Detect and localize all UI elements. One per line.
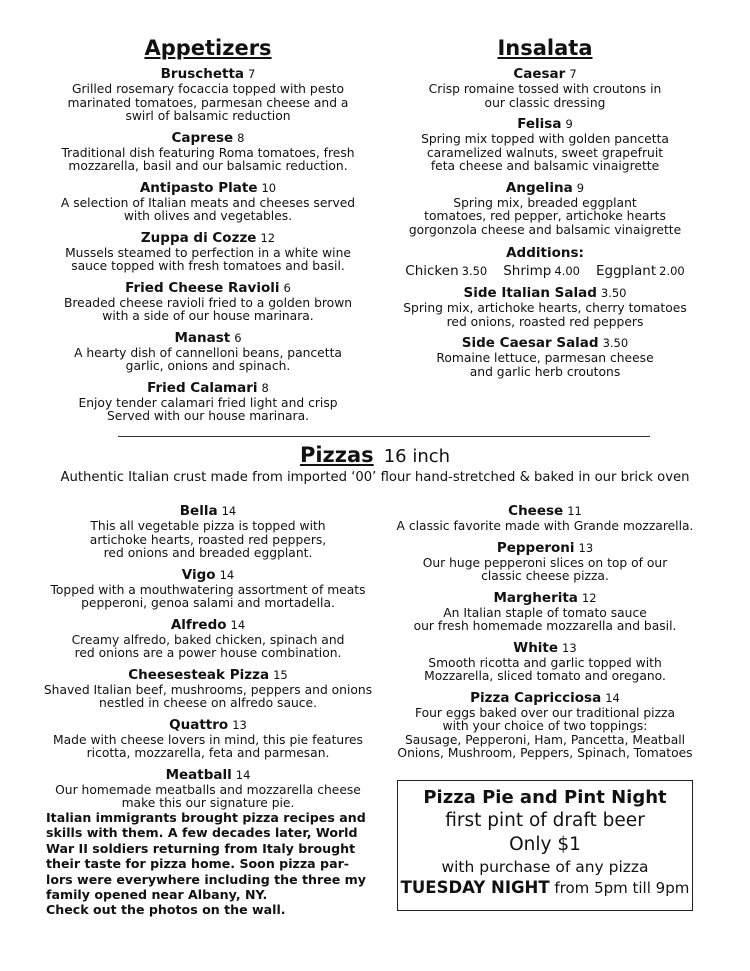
menu-item-title [38, 130, 378, 147]
menu-item-title [38, 66, 378, 83]
menu-item-title [38, 230, 378, 247]
promo-line: first pint of draft beer [445, 810, 645, 831]
menu-item [38, 330, 378, 374]
menu-item-name: Margherita [493, 589, 578, 606]
menu-item [38, 230, 378, 274]
appetizers-heading: Appetizers [144, 36, 272, 60]
menu-item [38, 66, 378, 124]
promo-when [398, 877, 692, 899]
menu-item-name: Caprese [171, 129, 234, 146]
menu-item [378, 285, 712, 329]
menu-item-price: 13 [232, 717, 247, 732]
menu-item-title [38, 380, 378, 397]
menu-item [378, 180, 712, 238]
addition-price: 4.00 [554, 264, 580, 278]
addition-eggplant [596, 263, 685, 279]
menu-item-price: 3.50 [600, 286, 627, 300]
pizzas-size: 16 inch [383, 446, 451, 467]
menu-item-title [378, 180, 712, 197]
menu-item-name: Quattro [169, 716, 229, 733]
menu-item-description: Shaved Italian beef, mushrooms, peppers and onions nestled in cheese on alfredo sauce. [43, 682, 373, 710]
menu-item-price: 13 [578, 540, 594, 555]
menu-item-price: 9 [576, 180, 585, 195]
menu-item [378, 66, 712, 110]
menu-item-description: Breaded cheese ravioli fried to a golden brown with a side of our house marinara. [63, 295, 353, 323]
menu-item-description: Romaine lettuce, parmesan cheese and garlic herb croutons [436, 351, 654, 379]
appetizers-list [38, 66, 378, 424]
menu-item-name: White [513, 639, 559, 656]
menu-item-price: 8 [261, 380, 269, 395]
menu-item-title [38, 717, 378, 734]
menu-item-name: Manast [174, 329, 231, 346]
menu-item-description: Spring mix, artichoke hearts, cherry tomatoes red onions, roasted red peppers [403, 301, 687, 329]
sides-list [378, 285, 712, 379]
menu-item-name: Zuppa di Cozze [140, 229, 257, 246]
menu-item-price: 10 [261, 180, 277, 195]
menu-item [38, 503, 378, 561]
menu-item-name: Side Caesar Salad [461, 335, 599, 351]
promo-price: Only $1 [509, 834, 581, 855]
menu-item-title [378, 66, 712, 83]
pizzas-subtitle: Authentic Italian crust made from imported ‘00’ flour hand-stretched & baked in our brick oven [60, 470, 690, 485]
insalata-section [378, 36, 712, 379]
appetizers-section [38, 36, 378, 424]
menu-item [38, 617, 378, 661]
menu-item-name: Felisa [517, 116, 562, 132]
menu-item [38, 717, 378, 761]
menu-item-title [390, 590, 700, 607]
menu-item-description: An Italian staple of tomato sauce our fresh homemade mozzarella and basil. [413, 605, 677, 633]
menu-item [38, 767, 378, 811]
menu-item-title [390, 503, 700, 520]
menu-item-description: Grilled rosemary focaccia topped with pesto marinated tomatoes, parmesan cheese and a swirl of balsamic reduction [67, 82, 349, 123]
menu-item-description: Enjoy tender calamari fried light and crisp Served with our house marinara. [78, 395, 338, 423]
insalata-list [378, 66, 712, 237]
addition-name: Eggplant [596, 263, 657, 279]
menu-item-name: Pepperoni [496, 539, 575, 556]
menu-item-description: Our homemade meatballs and mozzarella cheese make this our signature pie. [55, 782, 361, 810]
menu-item-description: Spring mix, breaded eggplant tomatoes, red pepper, artichoke hearts gorgonzola cheese and balsamic vinaigrette [408, 195, 682, 237]
menu-item [38, 667, 378, 711]
menu-item-price: 13 [562, 640, 577, 655]
menu-item-price: 12 [260, 230, 276, 245]
promo-condition: with purchase of any pizza [441, 858, 649, 876]
menu-item [38, 180, 378, 224]
menu-item-title [390, 690, 700, 707]
menu-item-title [38, 280, 378, 297]
menu-item [390, 640, 700, 684]
menu-item-name: Side Italian Salad [463, 285, 597, 301]
menu-item [38, 567, 378, 611]
menu-item-description: Topped with a mouthwatering assortment of meats pepperoni, genoa salami and mortadella. [50, 582, 366, 610]
menu-item-description: Made with cheese lovers in mind, this pie features ricotta, mozzarella, feta and parmesan. [53, 732, 363, 760]
menu-item-name: Angelina [505, 179, 573, 196]
menu-item [390, 590, 700, 634]
menu-item [390, 690, 700, 761]
menu-item-price: 14 [230, 617, 246, 632]
menu-item-name: Cheesesteak Pizza [128, 666, 270, 683]
insalata-heading: Insalata [497, 36, 593, 60]
addition-name: Chicken [405, 263, 459, 279]
menu-item-description: Mussels steamed to perfection in a white wine sauce topped with fresh tomatoes and basil. [65, 245, 351, 273]
menu-item-price: 6 [234, 330, 242, 345]
menu-item-description: A classic favorite made with Grande mozzarella. [396, 519, 694, 533]
menu-item-title [38, 180, 378, 197]
addition-price: 3.50 [461, 264, 488, 278]
menu-item-name: Alfredo [170, 616, 227, 633]
pizzas-heading: Pizzas [299, 443, 374, 467]
menu-item-description: Four eggs baked over our traditional pizza with your choice of two toppings: Sausage, Pepperoni, Ham, Pancetta, Meatball Onions, Mushroom, Peppers, Spinach, Tomatoes [397, 705, 693, 760]
additions-title: Additions: [506, 245, 584, 261]
menu-item-price: 6 [283, 280, 291, 295]
menu-item-name: Antipasto Plate [139, 179, 258, 196]
menu-item [378, 335, 712, 379]
menu-item-description: Spring mix topped with golden pancetta caramelized walnuts, sweet grapefruit feta cheese and balsamic vinaigrette [421, 132, 669, 173]
menu-item-name: Bruschetta [160, 66, 245, 82]
promo-box [397, 780, 693, 911]
menu-item-description: A hearty dish of cannelloni beans, pancetta garlic, onions and spinach. [74, 345, 342, 373]
menu-item-price: 11 [567, 504, 582, 518]
menu-item-name: Vigo [181, 566, 216, 583]
menu-item-price: 14 [235, 767, 251, 782]
menu-item-price: 14 [605, 690, 620, 705]
addition-chicken [405, 263, 487, 279]
pizzas-header [0, 443, 750, 467]
menu-item-price: 9 [565, 117, 573, 131]
menu-item-description: Our huge pepperoni slices on top of our classic cheese pizza. [422, 555, 668, 583]
menu-item-price: 3.50 [602, 336, 629, 350]
menu-item [38, 380, 378, 424]
menu-item [378, 116, 712, 174]
menu-item-title [38, 667, 378, 684]
menu-item-title [38, 330, 378, 347]
menu-item-price: 7 [569, 67, 577, 81]
menu-item-name: Fried Cheese Ravioli [125, 279, 280, 296]
menu-item-name: Bella [179, 503, 218, 519]
menu-item-name: Meatball [165, 766, 232, 783]
menu-item-description: Smooth ricotta and garlic topped with Mozzarella, sliced tomato and oregano. [424, 655, 666, 683]
addition-name: Shrimp [503, 263, 552, 279]
menu-item [38, 130, 378, 174]
menu-item-name: Fried Calamari [147, 379, 258, 396]
menu-item-name: Pizza Capricciosa [470, 689, 602, 706]
pizzas-right-column [390, 497, 700, 761]
menu-item-description: A selection of Italian meats and cheeses served with olives and vegetables. [60, 195, 356, 223]
menu-item [38, 280, 378, 324]
menu-item-title [390, 540, 700, 557]
menu-item-name: Cheese [508, 503, 564, 519]
menu-item-title [390, 640, 700, 657]
menu-item-price: 8 [237, 130, 245, 145]
addition-price: 2.00 [659, 264, 685, 278]
menu-item-title [378, 116, 712, 133]
pizzas-left-column [38, 497, 378, 811]
promo-title: Pizza Pie and Pint Night [423, 787, 667, 808]
additions-row [378, 263, 712, 279]
menu-item-price: 15 [273, 667, 288, 682]
menu-item [390, 540, 700, 584]
promo-day: TUESDAY NIGHT [400, 878, 550, 897]
section-divider [118, 436, 650, 437]
menu-item-price: 7 [248, 67, 256, 81]
addition-shrimp [503, 263, 580, 279]
menu-item-price: 14 [219, 567, 235, 582]
menu-item-title [38, 617, 378, 634]
menu-item-title [38, 767, 378, 784]
menu-item-description: Creamy alfredo, baked chicken, spinach and red onions are a power house combination. [71, 632, 345, 660]
menu-item-title [378, 285, 712, 302]
menu-item-name: Caesar [513, 66, 566, 82]
menu-item-price: 14 [221, 504, 237, 518]
menu-item-price: 12 [581, 590, 597, 605]
menu-item-title [38, 503, 378, 520]
menu-item-description: This all vegetable pizza is topped with artichoke hearts, roasted red peppers, red onions and breaded eggplant. [89, 519, 327, 560]
menu-item-description: Traditional dish featuring Roma tomatoes, fresh mozzarella, basil and our balsamic reduction. [61, 145, 355, 173]
menu-item [390, 503, 700, 534]
history-story: Italian immigrants brought pizza recipes and skills with them. A few decades later, World War II soldiers returning from Italy brought their taste for pizza home. Soon pizza par- lors were everywhere including the three my family opened near Albany, NY. Check out the photos on the wall. [46, 810, 366, 918]
menu-item-title [38, 567, 378, 584]
menu-item-description: Crisp romaine tossed with croutons in our classic dressing [428, 82, 662, 110]
promo-hours: from 5pm till 9pm [554, 879, 690, 897]
menu-item-title [378, 335, 712, 352]
